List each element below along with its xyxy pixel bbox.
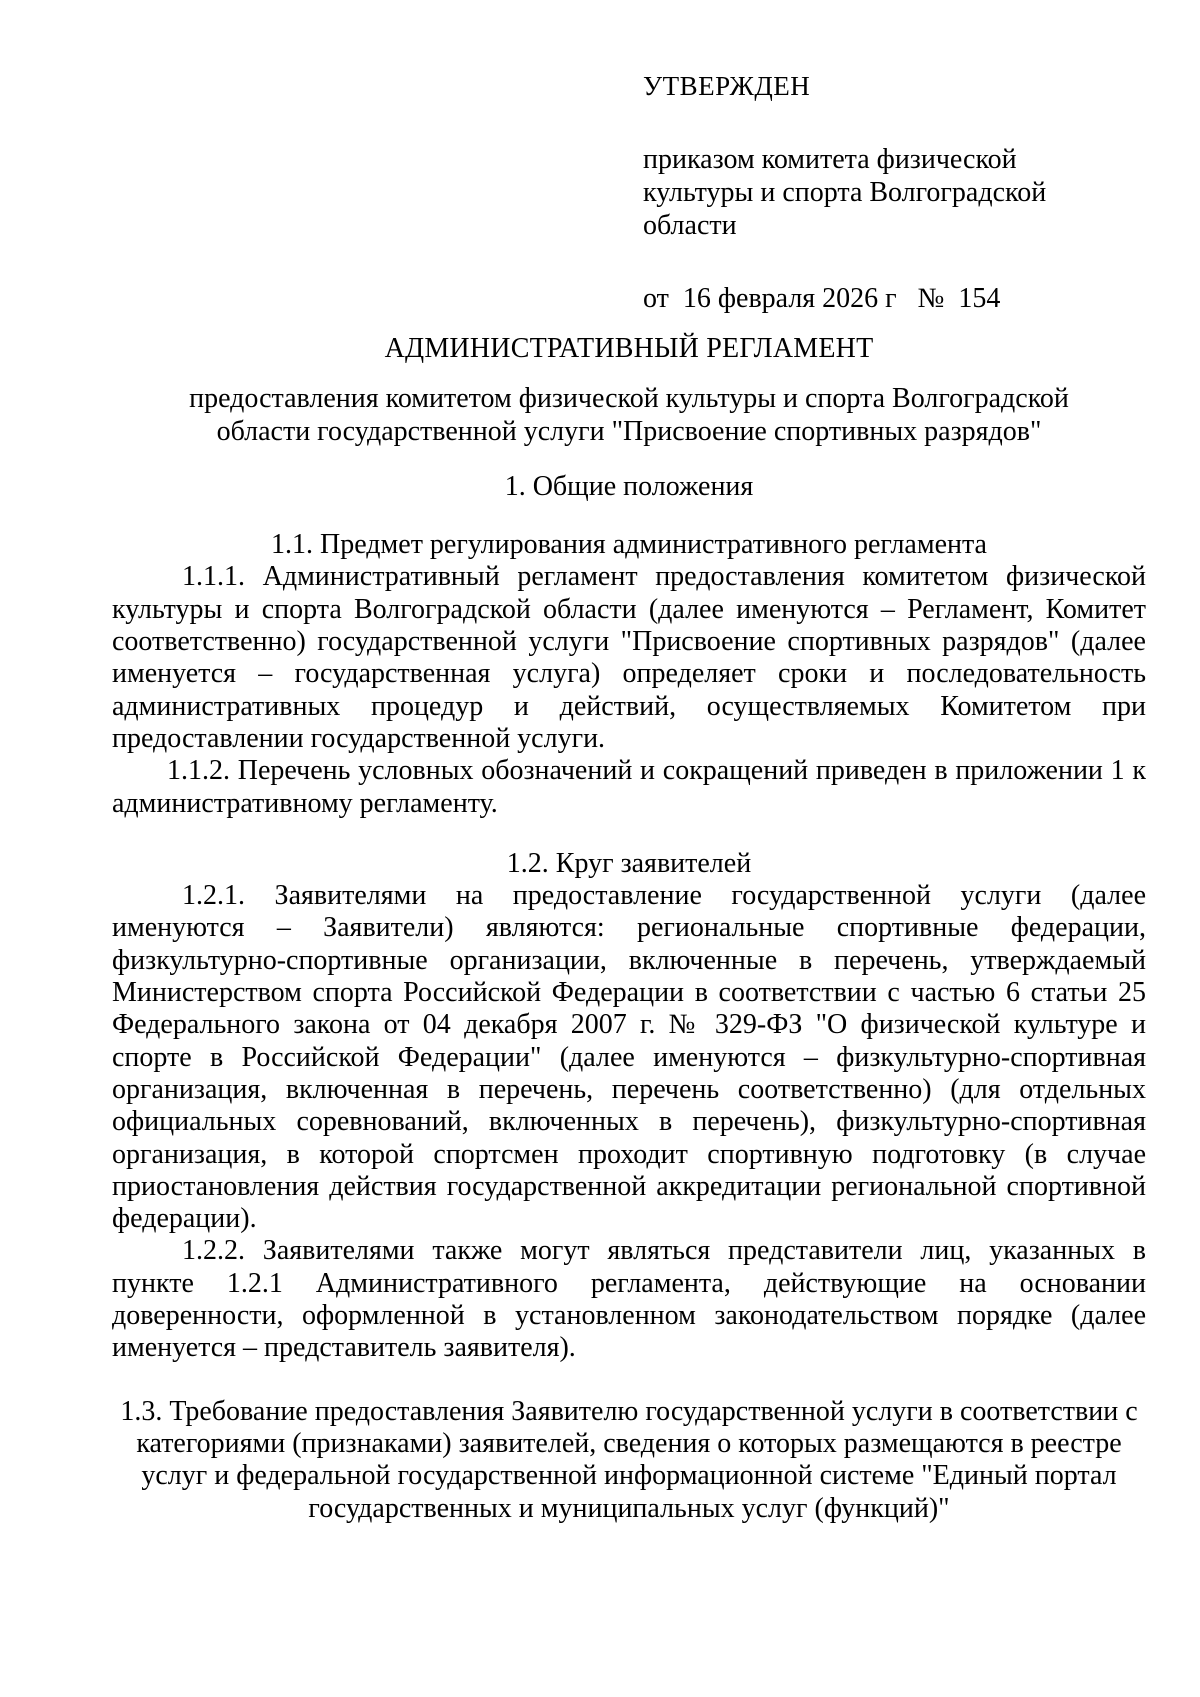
subsection-1-3-heading: 1.3. Требование предоставления Заявителю государственной услуги в соответствии с категориями (признаками) заявителей, сведения о которых размещаются в реестре услуг и федеральной государственной информационной системе "Единый портал государственных и муниципальных услуг (функций)" [120, 1395, 1138, 1524]
subsection-1-1-heading: 1.1. Предмет регулирования административного регламента [271, 529, 987, 561]
approval-date-number: от 16 февраля 2026 г № 154 [643, 283, 1001, 314]
paragraph-1-1-1: 1.1.1. Административный регламент предоставления комитетом физической культуры и спорта Волгоградской области (далее именуются – Регламент, Комитет соответственно) государственной услуги "Присвоение спортивных разрядов" (далее именуется – государственная услуга) определяет сроки и последовательность административных процедур и действий, осуществляемых Комитетом при предоставлении государственной услуги. [112, 561, 1146, 754]
paragraph-1-2-1: 1.2.1. Заявителями на предоставление государственной услуги (далее именуются – Заявители) являются: региональные спортивные федерации, физкультурно-спортивные организации, включенные в перечень, утверждаемый Министерством спорта Российской Федерации в соответствии с частью 6 статьи 25 Федерального закона от 04 декабря 2007 г. № 329-ФЗ "О физической культуре и спорте в Российской Федерации" (далее именуются – физкультурно-спортивная организация, включенная в перечень, перечень соответственно) (для отдельных официальных соревнований, включенных в перечень), физкультурно-спортивная организация, в которой спортсмен проходит спортивную подготовку (в случае приостановления действия государственной аккредитации региональной спортивной федерации). [112, 880, 1146, 1235]
paragraph-1-2-2: 1.2.2. Заявителями также могут являться представители лиц, указанных в пункте 1.2.1 Административного регламента, действующие на основании доверенности, оформленной в установленном законодательством порядке (далее именуется – представитель заявителя). [112, 1235, 1146, 1364]
approval-block [643, 70, 1083, 315]
document-body [112, 333, 1146, 1525]
subsection-1-2-heading: 1.2. Круг заявителей [506, 847, 752, 879]
section-1-heading: 1. Общие положения [504, 470, 754, 502]
paragraph-1-1-2: 1.1.2. Перечень условных обозначений и сокращений приведен в приложении 1 к административному регламенту. [112, 755, 1146, 819]
approval-order-text: приказом комитета физической культуры и спорта Волгоградской области [643, 144, 1047, 241]
document-title: АДМИНИСТРАТИВНЫЙ РЕГЛАМЕНТ [384, 333, 874, 364]
document-subtitle: предоставления комитетом физической культуры и спорта Волгоградской области государственной услуги "Присвоение спортивных разрядов" [189, 383, 1069, 447]
approval-stamp-title: УТВЕРЖДЕН [643, 71, 811, 101]
